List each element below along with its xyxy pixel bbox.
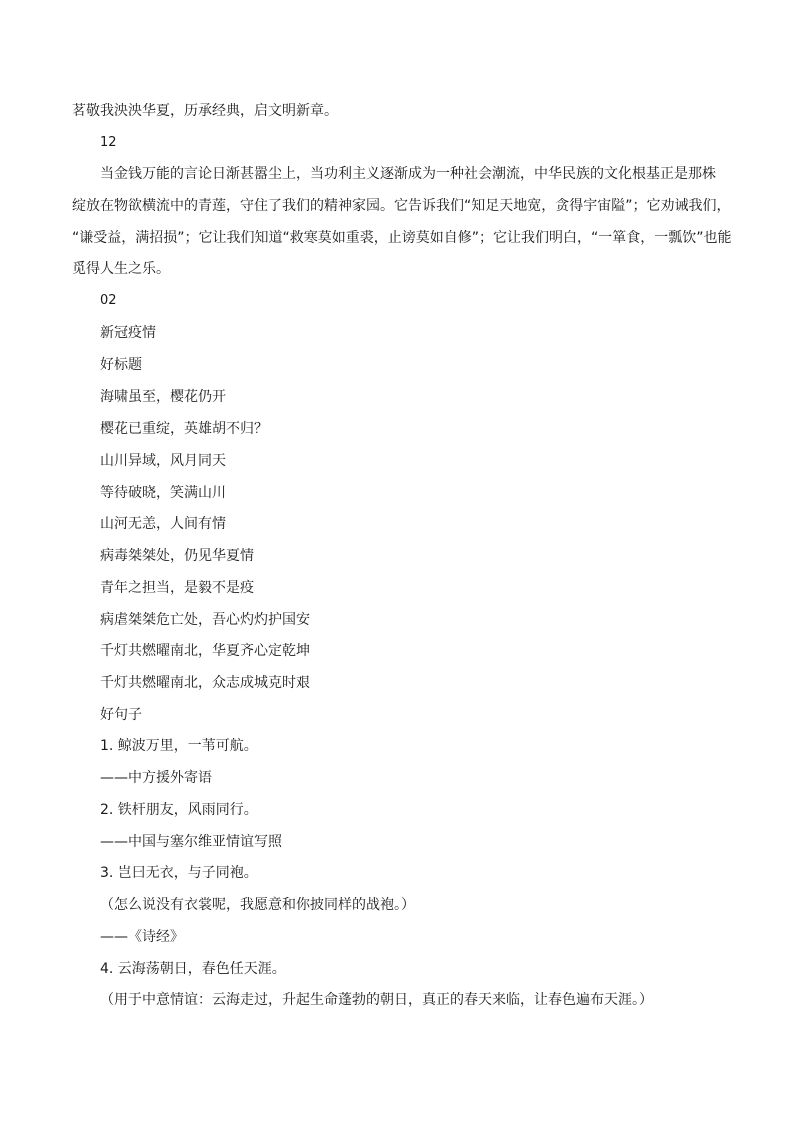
title-item: 病毒桀桀处，仍见华夏情 <box>100 548 254 564</box>
title-item: 千灯共燃曜南北，众志成城克时艰 <box>100 675 310 691</box>
sentence-item: 2. 铁杆朋友，风雨同行。 <box>100 802 258 818</box>
title-item: 海啸虽至，樱花仍开 <box>100 389 226 405</box>
title-item: 山川异域，风月同天 <box>100 453 226 469</box>
sentence-note: （用于中意情谊：云海走过，升起生命蓬勃的朝日，真正的春天来临，让春色遍布天涯。） <box>100 992 653 1008</box>
sentence-item: 3. 岂曰无衣，与子同袍。 <box>100 865 258 881</box>
paragraph-line: “谦受益，满招损”；它让我们知道“救寒莫如重裘，止谤莫如自修”；它让我们明白，“一箪食，一瓢饮”也能 <box>72 230 732 246</box>
sentence-source: ——《诗经》 <box>100 929 184 945</box>
title-item: 青年之担当，是毅不是疫 <box>100 580 254 596</box>
subsection-heading: 好标题 <box>100 357 142 373</box>
sentence-source: ——中国与塞尔维亚情谊写照 <box>100 834 282 850</box>
title-item: 山河无恙，人间有情 <box>100 516 226 532</box>
paragraph-line: 觅得人生之乐。 <box>72 261 170 277</box>
title-item: 等待破晓，笑满山川 <box>100 485 226 501</box>
title-item: 病虐桀桀危亡处，吾心灼灼护国安 <box>100 612 310 628</box>
section-number: 02 <box>100 293 117 308</box>
section-number: 12 <box>100 135 117 150</box>
paragraph-line: 茗敬我泱泱华夏，历承经典，启文明新章。 <box>72 103 338 119</box>
paragraph-line: 当金钱万能的言论日渐甚嚣尘上，当功利主义逐渐成为一种社会潮流，中华民族的文化根基正是那株 <box>100 166 716 182</box>
title-item: 千灯共燃曜南北，华夏齐心定乾坤 <box>100 643 310 659</box>
title-item: 樱花已重绽，英雄胡不归？ <box>100 421 268 437</box>
sentence-source: ——中方援外寄语 <box>100 770 212 786</box>
subsection-heading: 好句子 <box>100 707 142 723</box>
sentence-item: 1. 鲸波万里，一苇可航。 <box>100 738 258 754</box>
sentence-item: 4. 云海荡朝日，春色任天涯。 <box>100 961 286 977</box>
section-heading: 新冠疫情 <box>100 325 156 341</box>
paragraph-line: 绽放在物欲横流中的青莲，守住了我们的精神家园。它告诉我们“知足天地宽，贪得宇宙隘”；它劝诫我们， <box>72 198 731 214</box>
sentence-note: （怎么说没有衣裳呢，我愿意和你披同样的战袍。） <box>100 897 415 913</box>
